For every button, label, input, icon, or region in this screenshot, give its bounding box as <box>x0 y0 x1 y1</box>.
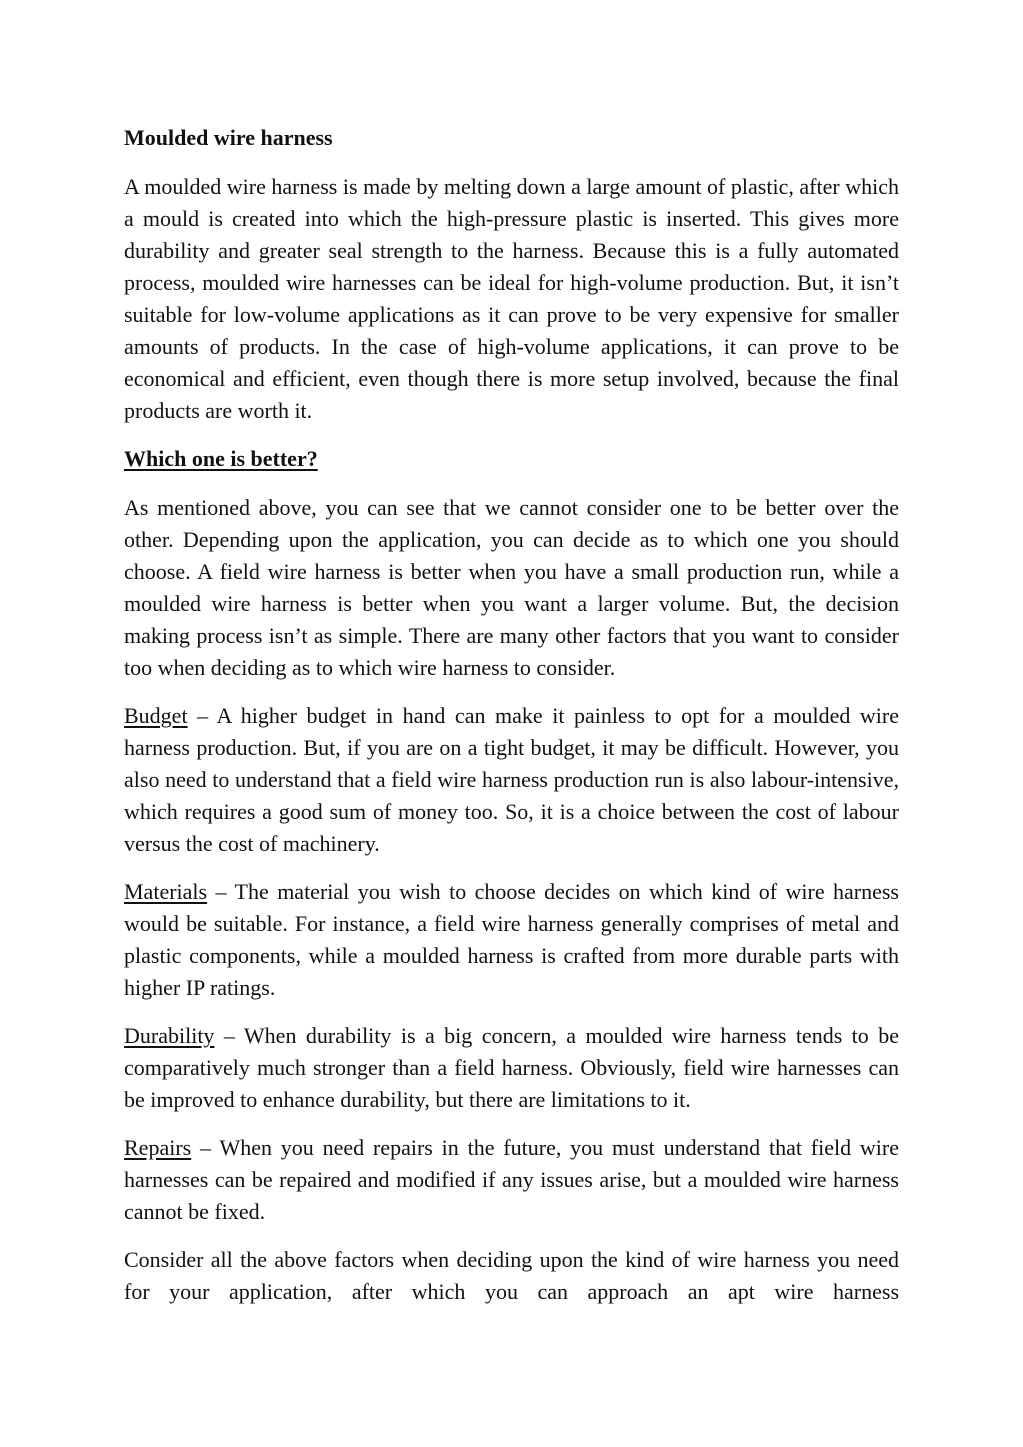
factor-term-materials: Materials <box>124 879 208 904</box>
paragraph-factor-repairs <box>124 1132 899 1228</box>
factor-text-durability: – When durability is a big concern, a moulded wire harness tends to be comparatively much stronger than a field harness. Obviously, field wire harnesses can be improved to enhance durability, but there are limitations to it. <box>124 1023 899 1112</box>
factor-text-repairs: – When you need repairs in the future, you must understand that field wire harnesses can be repaired and modified if any issues arise, but a moulded wire harness cannot be fixed. <box>124 1135 899 1224</box>
document-page <box>124 122 899 1324</box>
paragraph-conclusion: Consider all the above factors when deciding upon the kind of wire harness you need for your application, after which you can approach an apt wire harness <box>124 1247 899 1304</box>
paragraph-factor-budget <box>124 700 899 860</box>
section-heading-which-one-is-better: Which one is better? <box>124 446 318 471</box>
factor-text-budget: – A higher budget in hand can make it painless to opt for a moulded wire harness production. But, if you are on a tight budget, it may be difficult. However, you also need to understand that a field wire harness production run is also labour-intensive, which requires a good sum of money too. So, it is a choice between the cost of labour versus the cost of machinery. <box>124 703 899 856</box>
paragraph-moulded-description: A moulded wire harness is made by melting down a large amount of plastic, after which a mould is created into which the high-pressure plastic is inserted. This gives more durability and greater seal strength to the harness. Because this is a fully automated process, moulded wire harnesses can be ideal for high-volume production. But, it isn’t suitable for low-volume applications as it can prove to be very expensive for smaller amounts of products. In the case of high-volume applications, it can prove to be economical and efficient, even though there is more setup involved, because the final products are worth it. <box>124 174 899 423</box>
paragraph-factor-durability <box>124 1020 899 1116</box>
paragraph-factor-materials <box>124 876 899 1004</box>
section-heading-moulded-wire-harness: Moulded wire harness <box>124 125 333 150</box>
paragraph-comparison-intro: As mentioned above, you can see that we cannot consider one to be better over the other. Depending upon the application, you can decide as to which one you should choose. A field wire harness is better when you have a small production run, while a moulded wire harness is better when you want a larger volume. But, the decision making process isn’t as simple. There are many other factors that you want to consider too when deciding as to which wire harness to consider. <box>124 495 899 680</box>
factor-term-durability: Durability <box>124 1023 215 1048</box>
factor-term-budget: Budget <box>124 703 188 728</box>
factor-text-materials: – The material you wish to choose decides on which kind of wire harness would be suitable. For instance, a field wire harness generally comprises of metal and plastic components, while a moulded harness is crafted from more durable parts with higher IP ratings. <box>124 879 899 1000</box>
factor-term-repairs: Repairs <box>124 1135 192 1160</box>
